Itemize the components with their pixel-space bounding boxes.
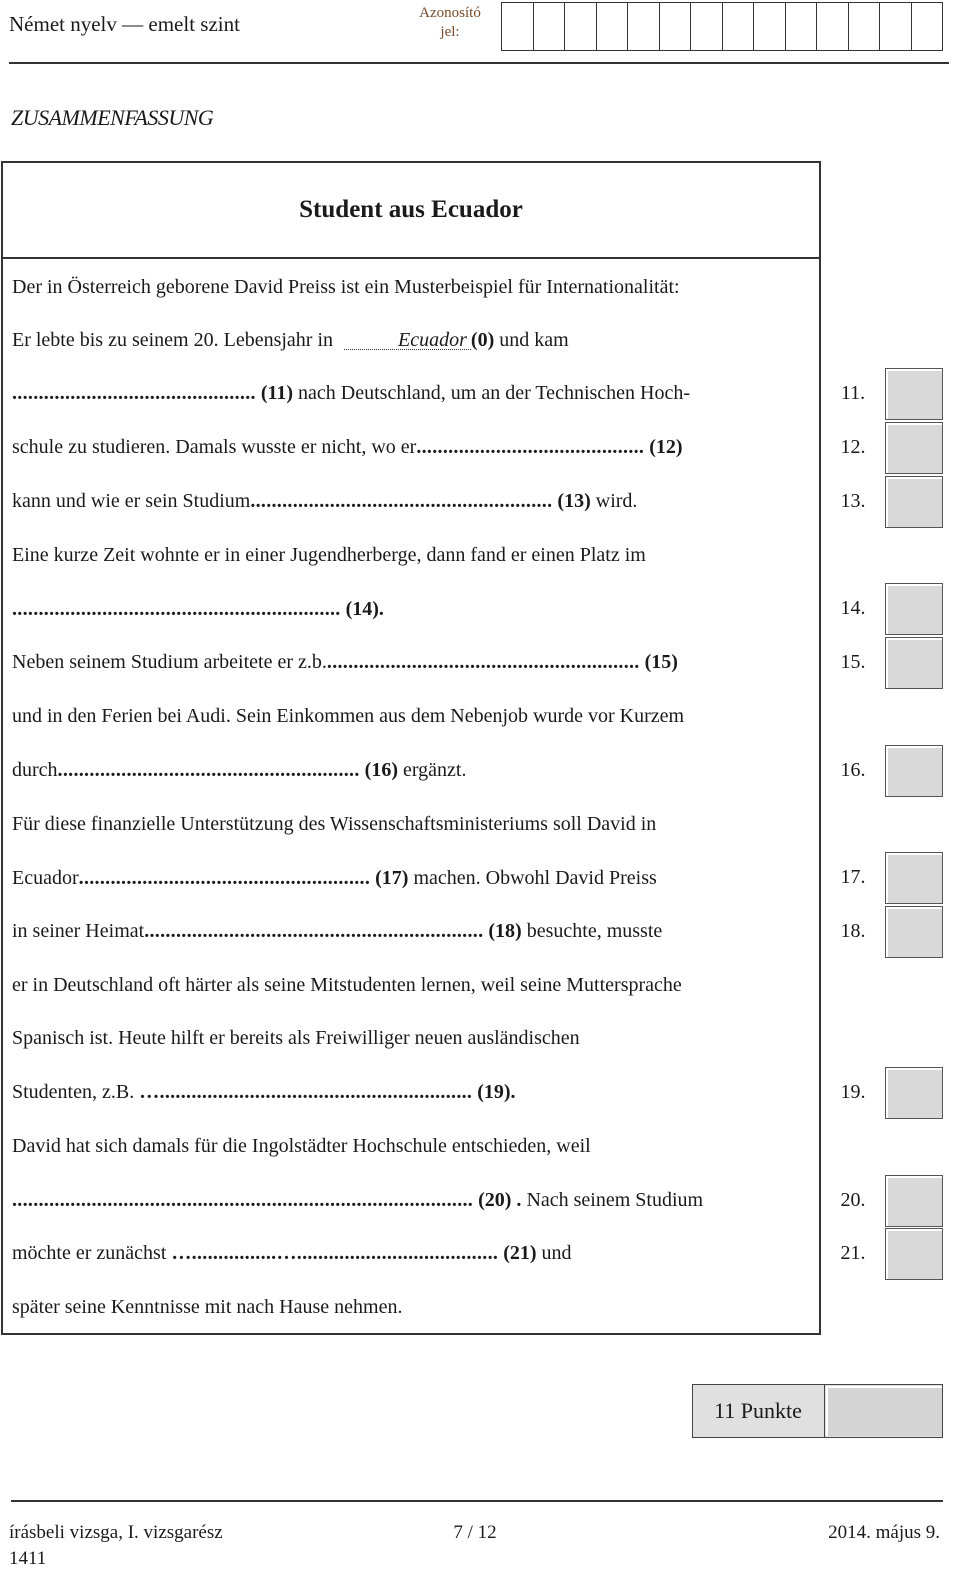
score-number: 12. [840,436,866,458]
text-line-6: Eine kurze Zeit wohnte er in einer Jugendherberge, dann fand er einen Platz im [12,544,646,566]
score-box[interactable] [885,906,943,958]
title-divider [1,257,821,259]
score-box[interactable] [885,1175,943,1227]
score-row-11 [823,368,943,420]
gap-12[interactable]: ........................................... [416,436,645,458]
footer-divider [11,1500,943,1502]
gap-17[interactable]: ....................................................... [78,867,371,889]
score-number: 19. [840,1081,866,1103]
text-line-7: .............................................................. (14). [12,598,384,620]
gap-14[interactable]: .............................................................. [12,598,341,620]
score-row-20 [823,1175,943,1227]
score-box[interactable] [885,852,943,904]
text-line-12: Ecuador....................................................... (17) machen. Obwohl David Preiss [12,867,657,889]
gap-11[interactable]: .............................................. [12,382,256,404]
text-line-2: Er lebte bis zu seinem 20. Lebensjahr in Ecuador (0) und kam [12,329,569,351]
score-number: 11. [840,382,866,404]
header-divider [9,62,949,64]
identifier-label [410,4,490,42]
score-row-16 [823,745,943,797]
score-box[interactable] [885,1228,943,1280]
identifier-box[interactable] [659,2,692,51]
identifier-boxes [502,2,943,51]
identifier-box[interactable] [690,2,723,51]
score-row-14 [823,583,943,635]
score-number: 17. [840,866,866,888]
section-title: ZUSAMMENFASSUNG [11,105,214,130]
text-line-14: er in Deutschland oft härter als seine Mitstudenten lernen, weil seine Muttersprache [12,974,682,996]
score-row-13 [823,476,943,528]
score-box[interactable] [885,745,943,797]
identifier-box[interactable] [627,2,660,51]
identifier-box[interactable] [564,2,597,51]
score-box[interactable] [885,583,943,635]
gap-20[interactable]: ....................................................................................... [12,1189,474,1211]
text-line-4: schule zu studieren. Damals wusste er nicht, wo er........................................... (12) [12,436,683,458]
identifier-box[interactable] [911,2,944,51]
text-line-11: Für diese finanzielle Unterstützung des Wissenschaftsministeriums soll David in [12,813,657,835]
text-line-3: .............................................. (11) nach Deutschland, um an der Technischen Hoch- [12,382,691,404]
text-line-10: durch......................................................... (16) ergänzt. [12,759,467,781]
score-row-15 [823,637,943,689]
gap-16[interactable]: ......................................................... [57,759,360,781]
score-number: 14. [840,597,866,619]
identifier-box[interactable] [722,2,755,51]
score-row-19 [823,1067,943,1119]
identifier-label-line2: jel: [440,24,460,40]
score-box[interactable] [885,1067,943,1119]
text-line-15: Spanisch ist. Heute hilft er bereits als Freiwilliger neuen ausländischen [12,1027,580,1049]
identifier-box[interactable] [501,2,534,51]
score-number: 21. [840,1242,866,1264]
score-box[interactable] [885,368,943,420]
gap-18[interactable]: ................................................................ [144,920,484,942]
text-line-8: Neben seinem Studium arbeitete er z.b............................................................ (15) [12,651,678,673]
gap-19[interactable]: …........................................................... [139,1081,473,1103]
text-line-17: David hat sich damals für die Ingolstädter Hochschule entschieden, weil [12,1135,591,1157]
text-line-5: kann und wie er sein Studium......................................................... (13) wird. [12,490,638,512]
example-answer: Ecuador [398,329,467,351]
header-title: Német nyelv — emelt szint [9,12,240,36]
identifier-box[interactable] [753,2,786,51]
score-row-12 [823,422,943,474]
identifier-box[interactable] [816,2,849,51]
footer-exam-part: írásbeli vizsga, I. vizsgarész [9,1522,223,1543]
identifier-box[interactable] [879,2,912,51]
score-box[interactable] [885,476,943,528]
score-number: 18. [840,920,866,942]
text-line-9: und in den Ferien bei Audi. Sein Einkommen aus dem Nebenjob wurde vor Kurzem [12,705,685,727]
text-line-20: später seine Kenntnisse mit nach Hause nehmen. [12,1296,403,1318]
points-box[interactable] [826,1386,942,1436]
score-row-18 [823,906,943,958]
score-box[interactable] [885,637,943,689]
example-gap [338,329,471,352]
footer-code: 1411 [9,1548,47,1569]
score-row-17 [823,852,943,904]
text-line-16: Studenten, z.B. …........................................................... (19). [12,1081,516,1103]
gap-21[interactable]: …................…...................................... [171,1242,499,1264]
score-number: 20. [840,1189,866,1211]
score-row-21 [823,1228,943,1280]
identifier-label-line1: Azonosító [419,5,481,21]
text-line-13: in seiner Heimat................................................................ (18) besuchte, musste [12,920,663,942]
text-line-1: Der in Österreich geborene David Preiss ist ein Musterbeispiel für Internationalität: [12,276,680,298]
text-line-18: ....................................................................................... (20) . Nach seinem Studium [12,1189,704,1211]
identifier-box[interactable] [848,2,881,51]
footer-page-number: 7 / 12 [453,1522,497,1543]
gap-15[interactable]: ........................................................... [326,651,640,673]
text-line-19: möchte er zunächst …................…...................................... (21) und [12,1242,572,1264]
points-label: 11 Punkte [692,1384,825,1438]
score-number: 16. [840,759,866,781]
identifier-box[interactable] [785,2,818,51]
identifier-box[interactable] [596,2,629,51]
score-number: 13. [840,490,866,512]
footer-date: 2014. május 9. [828,1522,940,1543]
story-title: Student aus Ecuador [299,196,523,223]
gap-13[interactable]: ......................................................... [250,490,553,512]
score-number: 15. [840,651,866,673]
score-box[interactable] [885,422,943,474]
identifier-box[interactable] [533,2,566,51]
